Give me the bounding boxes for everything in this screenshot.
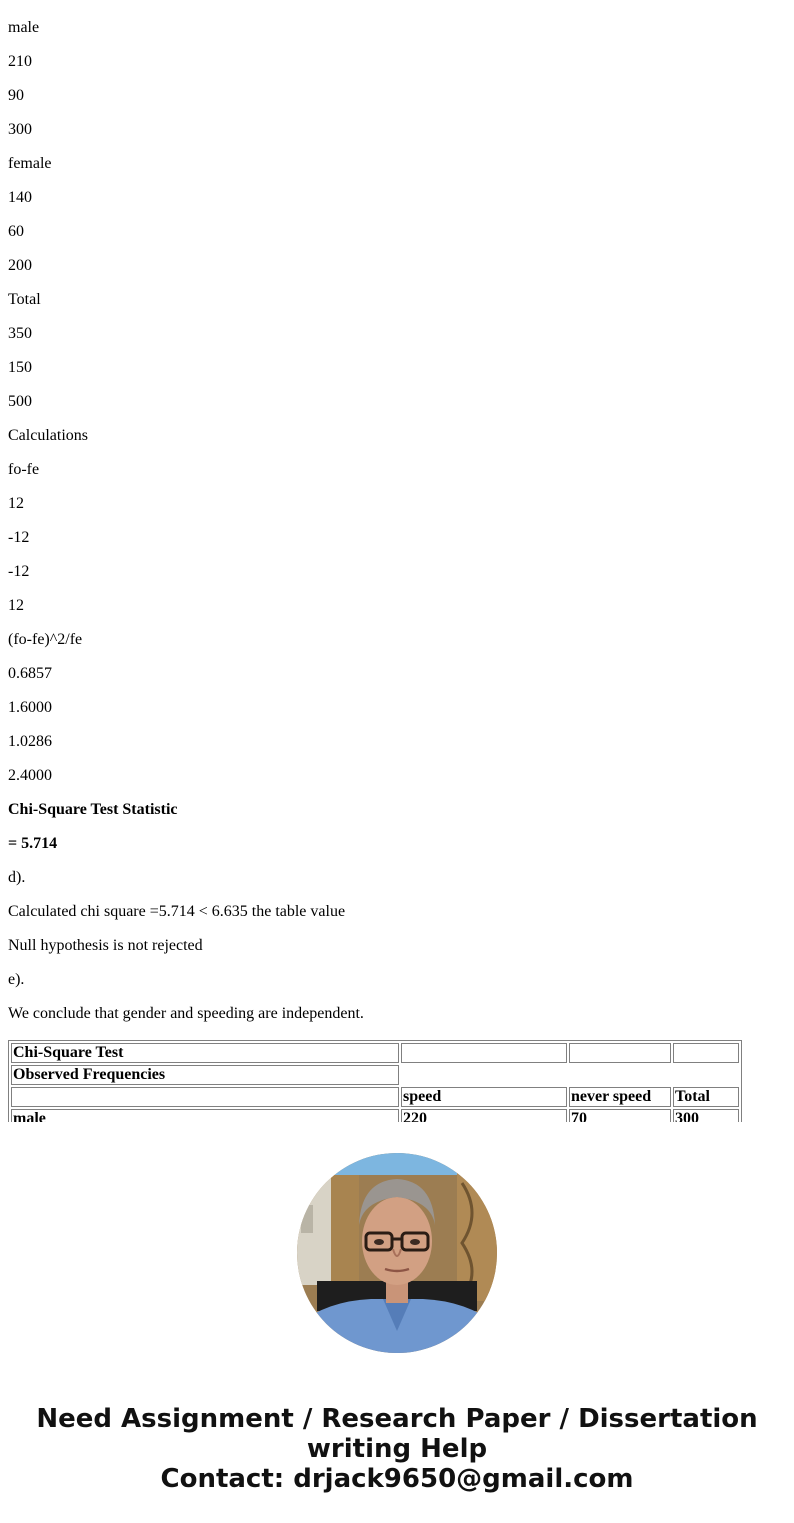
chi-square-table xyxy=(8,1040,742,1122)
table-row xyxy=(11,1109,739,1122)
text-line: 12 xyxy=(8,597,24,614)
text-line: 90 xyxy=(8,87,24,104)
table-cell xyxy=(401,1065,567,1085)
text-line: male xyxy=(8,19,40,36)
text-line: 1.0286 xyxy=(8,733,52,750)
table-header-total: Total xyxy=(673,1087,739,1107)
observed-frequencies-label: Observed Frequencies xyxy=(11,1065,399,1085)
table-cell xyxy=(569,1043,671,1063)
table-cell: 300 xyxy=(673,1109,739,1122)
text-line: female xyxy=(8,155,52,172)
table-row xyxy=(11,1043,739,1063)
table-cell xyxy=(401,1043,567,1063)
text-line: 150 xyxy=(8,359,32,376)
text-line: -12 xyxy=(8,563,30,580)
answer-lines xyxy=(8,19,768,1039)
text-line: 200 xyxy=(8,257,32,274)
text-line: 350 xyxy=(8,325,32,342)
table-header-speed: speed xyxy=(401,1087,567,1107)
promo-line: writing Help xyxy=(306,1434,488,1464)
table-header-never-speed: never speed xyxy=(569,1087,671,1107)
text-line: Null hypothesis is not rejected xyxy=(8,937,203,954)
table-cell: 70 xyxy=(569,1109,671,1122)
avatar xyxy=(297,1153,497,1353)
text-line: Calculated chi square =5.714 < 6.635 the table value xyxy=(8,903,346,920)
text-line: 60 xyxy=(8,223,24,240)
table-cell: 220 xyxy=(401,1109,567,1122)
text-line: -12 xyxy=(8,529,30,546)
text-line: = 5.714 xyxy=(8,835,58,852)
table-cell xyxy=(673,1065,739,1085)
text-line: 500 xyxy=(8,393,32,410)
text-line: Total xyxy=(8,291,41,308)
promo-text xyxy=(0,1404,794,1494)
promo-line: Need Assignment / Research Paper / Dissertation xyxy=(36,1404,758,1434)
table-title-cell: Chi-Square Test xyxy=(11,1043,399,1063)
text-line: 0.6857 xyxy=(8,665,52,682)
table-cell xyxy=(673,1043,739,1063)
table-cell xyxy=(569,1065,671,1085)
text-line: 300 xyxy=(8,121,32,138)
person-photo xyxy=(297,1153,497,1353)
promo-overlay xyxy=(0,1122,794,1523)
text-line: fo-fe xyxy=(8,461,40,478)
promo-contact: Contact: drjack9650@gmail.com xyxy=(160,1464,634,1494)
text-line: 1.6000 xyxy=(8,699,52,716)
text-line: (fo-fe)^2/fe xyxy=(8,631,83,648)
table-header-row xyxy=(11,1087,739,1107)
text-line: We conclude that gender and speeding are independent. xyxy=(8,1005,364,1022)
text-line: 12 xyxy=(8,495,24,512)
text-line: Calculations xyxy=(8,427,88,444)
text-line: 140 xyxy=(8,189,32,206)
text-line: d). xyxy=(8,869,26,886)
table-row xyxy=(11,1065,739,1085)
table-cell: male xyxy=(11,1109,399,1122)
text-line: e). xyxy=(8,971,25,988)
text-line: 210 xyxy=(8,53,32,70)
table-header-cell xyxy=(11,1087,399,1107)
text-line: Chi-Square Test Statistic xyxy=(8,801,178,818)
text-line: 2.4000 xyxy=(8,767,52,784)
